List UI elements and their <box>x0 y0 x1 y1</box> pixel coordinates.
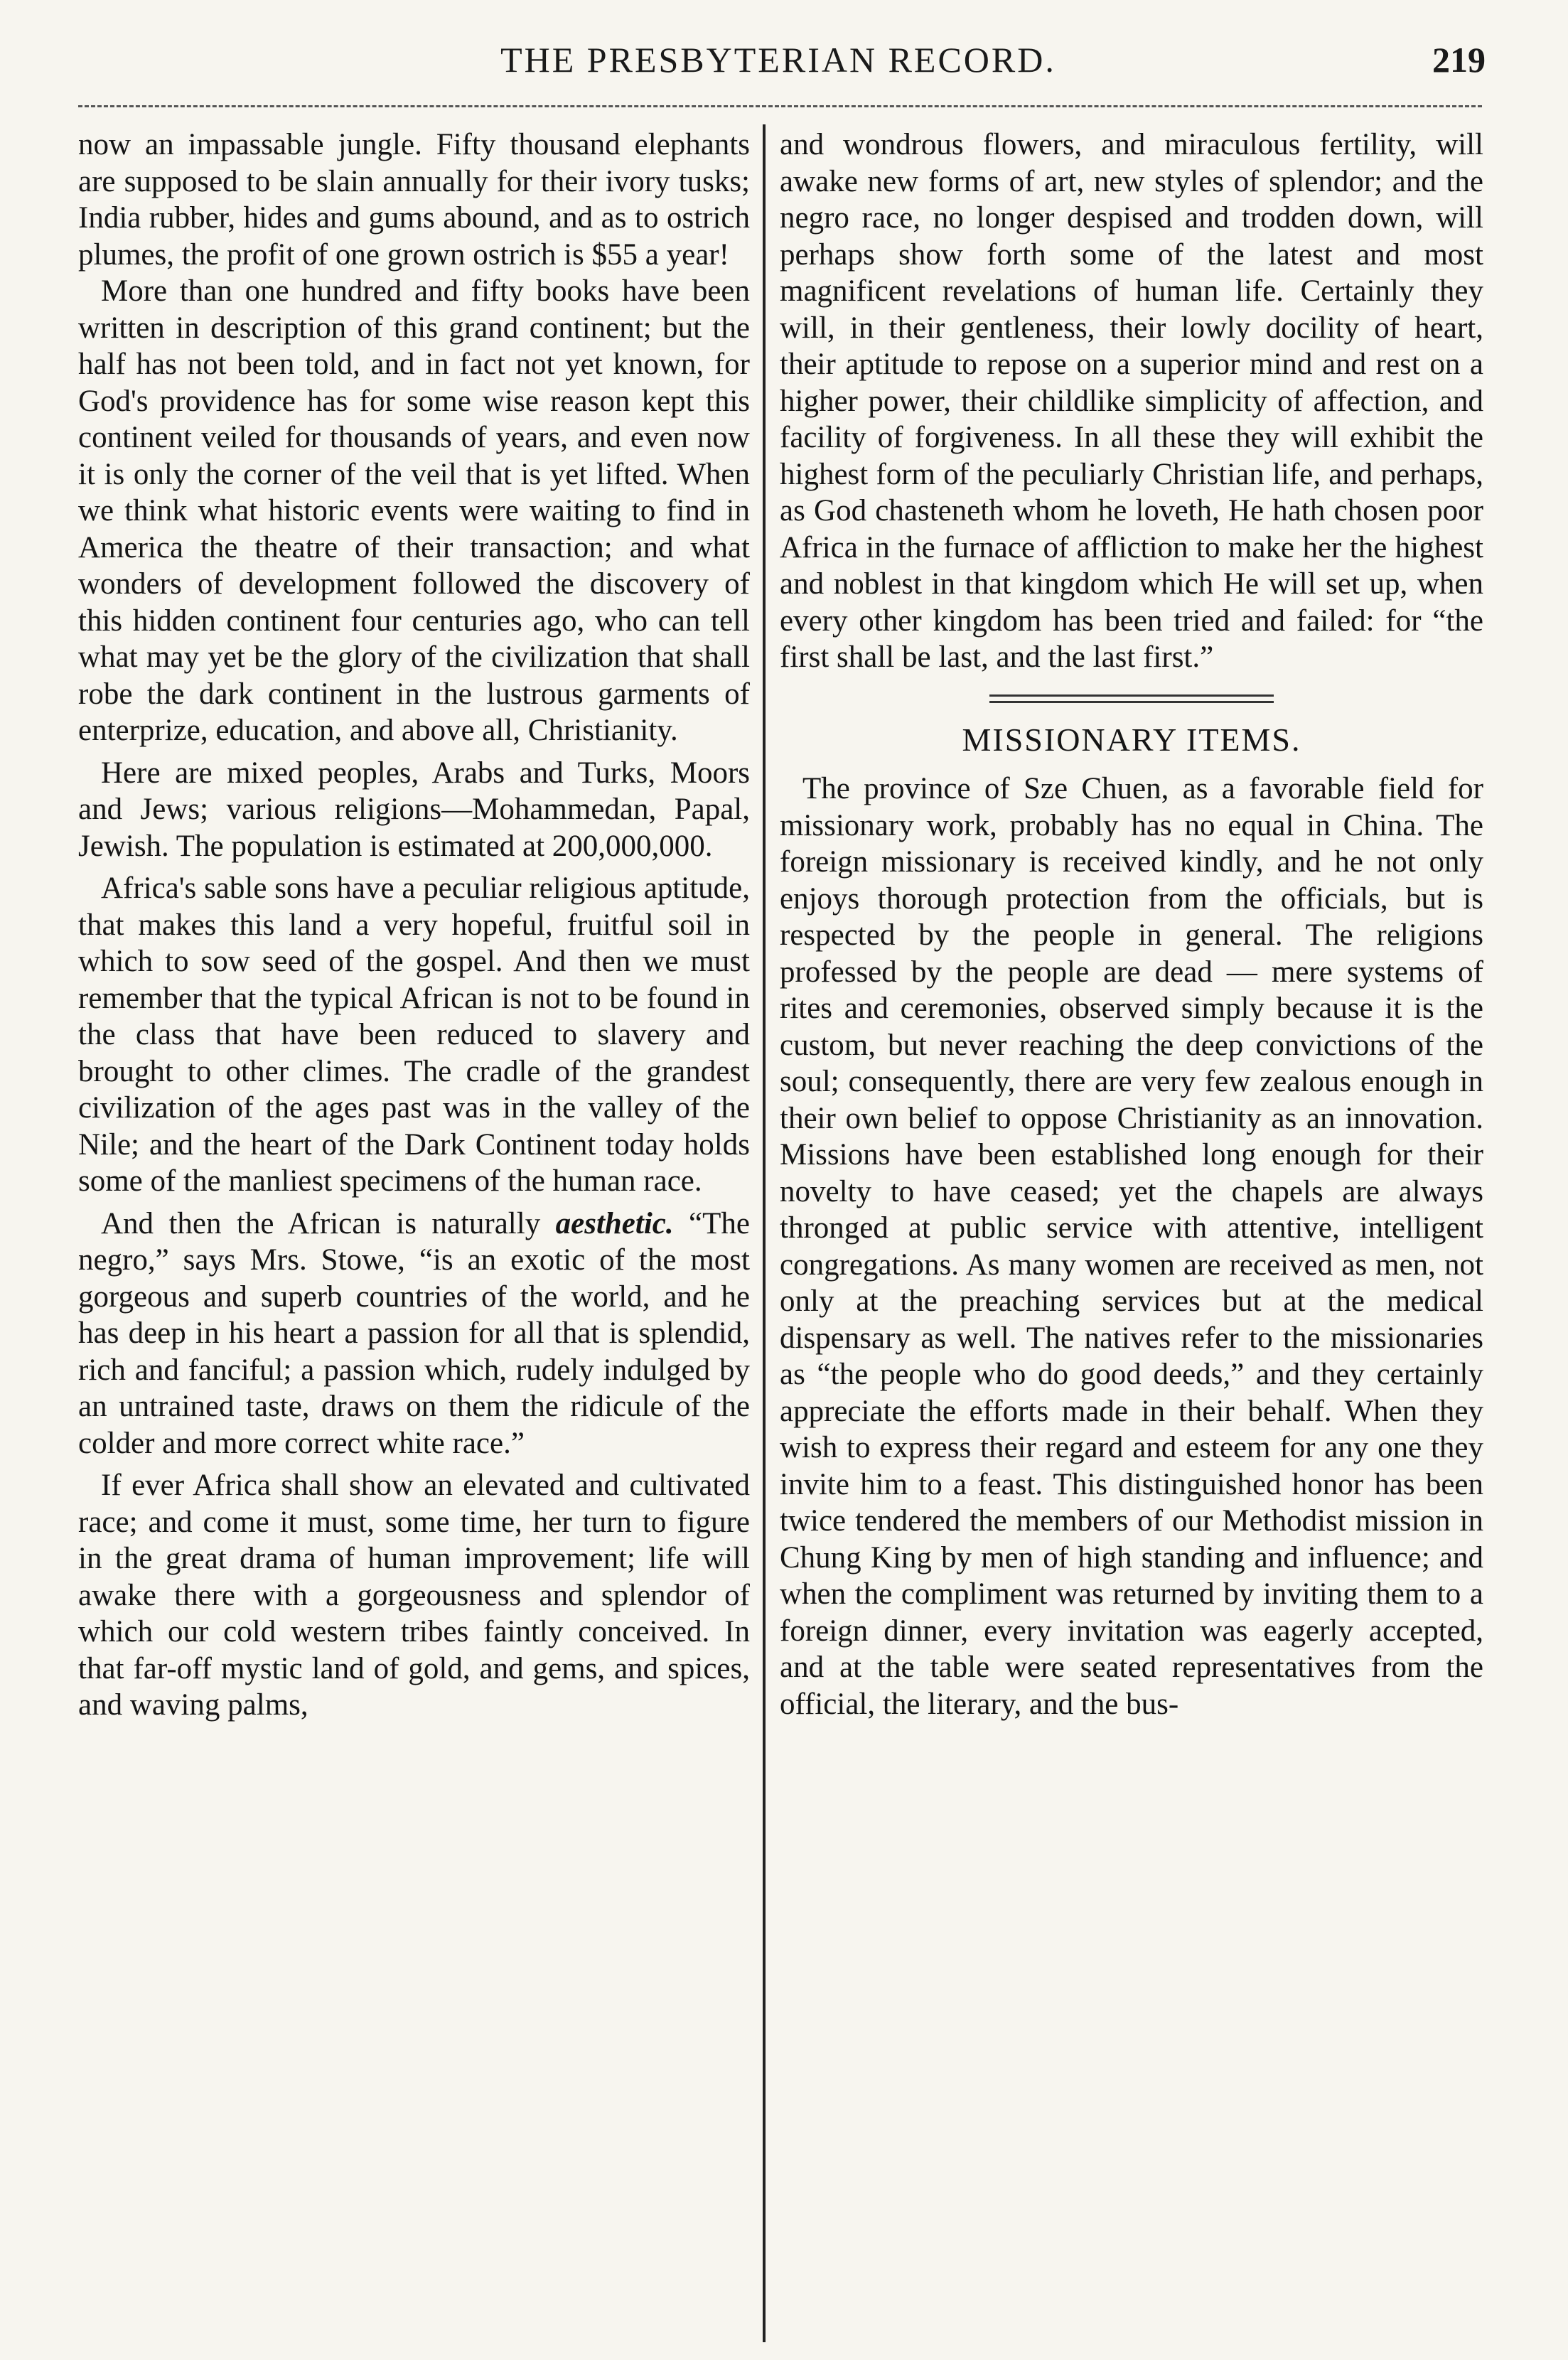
left-column <box>78 127 750 1724</box>
header-rule <box>78 105 1482 107</box>
p5-text-before: And then the African is naturally <box>101 1206 556 1240</box>
p5-text-after: “The negro,” says Mrs. Stowe, “is an exotic of the most gorgeous and superb countries of the world, and he has deep in his heart a passion for all that is splendid, rich and fanciful; a passion which, rudely indulged by an untrained taste, draws on them the ridicule of the colder and more correct white race.” <box>78 1206 750 1460</box>
left-paragraph-5 <box>78 1206 750 1462</box>
left-paragraph-4: Africa's sable sons have a peculiar religious aptitude, that makes this land a very hopeful, fruitful soil in which to sow seed of the gospel. And then we must remember that the typical African is not to be found in the class that have been reduced to slavery and brought to other climes. The cradle of the grandest civilization of the ages past was in the valley of the Nile; and the heart of the Dark Continent today holds some of the manliest specimens of the human race. <box>78 871 750 1198</box>
section-heading: MISSIONARY ITEMS. <box>962 721 1301 758</box>
p5-emphasis: aesthetic. <box>555 1206 674 1240</box>
right-column <box>780 127 1483 1722</box>
left-paragraph-6: If ever Africa shall show an elevated and cultivated race; and come it must, some time, her turn to figure in the great drama of human improvement; life will awake there with a gorgeousness and splendor of which our cold western tribes faintly conceived. In that far-off mystic land of gold, and gems, and spices, and waving palms, <box>78 1469 750 1722</box>
left-paragraph-3: Here are mixed peoples, Arabs and Turks, Moors and Jews; various religions—Mohammedan, Papal, Jewish. The population is estimated at 200,000,000. <box>78 756 750 863</box>
section-divider-rule <box>989 694 1274 703</box>
column-divider <box>763 124 766 2342</box>
running-header <box>71 39 1486 89</box>
left-paragraph-2: More than one hundred and fifty books have been written in description of this grand continent; but the half has not been told, and in fact not yet known, for God's providence has for some wise reason kept this continent veiled for thousands of years, and even now it is only the corner of the veil that is yet lifted. When we think what historic events were waiting to find in America the theatre of their transaction; and what wonders of development followed the discovery of this hidden continent four centuries ago, who can tell what may yet be the glory of the civilization that shall robe the dark continent in the lustrous garments of enterprize, education, and above all, Christianity. <box>78 274 750 747</box>
left-paragraph-1: now an impassable jungle. Fifty thousand elephants are supposed to be slain annually for their ivory tusks; India rubber, hides and gums abound, and as to ostrich plumes, the profit of one grown ostrich is $55 a year! <box>78 128 750 272</box>
right-paragraph-1: and wondrous flowers, and miraculous fertility, will awake new forms of art, new styles of splendor; and the negro race, no longer despised and trodden down, will perhaps show forth some of the latest and most magnificent revelations of human life. Certainly they will, in their gentleness, their lowly docility of heart, their aptitude to repose on a superior mind and rest on a higher power, their childlike simplicity of affection, and facility of forgiveness. In all these they will exhibit the highest form of the peculiarly Christian life, and perhaps, as God chasteneth whom he loveth, He hath chosen poor Africa in the furnace of affliction to make her the highest and noblest in that kingdom which He will set up, when every other kingdom has been tried and failed: for “the first shall be last, and the last first.” <box>780 128 1483 674</box>
journal-title: THE PRESBYTERIAN RECORD. <box>500 40 1056 80</box>
page-number: 219 <box>1432 40 1486 80</box>
right-paragraph-2: The province of Sze Chuen, as a favorable field for missionary work, probably has no equal in China. The foreign missionary is received kindly, and he not only enjoys thorough protection from the officials, but is respected by the people in general. The religions professed by the people are dead — mere systems of rites and ceremonies, observed simply because it is the custom, but never reaching the deep convictions of the soul; consequently, there are very few zealous enough in their own belief to oppose Christianity as an innovation. Missions have been established long enough for their novelty to have ceased; yet the chapels are always thronged at public service with attentive, intelligent congregations. As many women are received as men, not only at the preaching services but at the medical dispensary as well. The natives refer to the missionaries as “the people who do good deeds,” and they certainly appreciate the efforts made in their behalf. When they wish to express their regard and esteem for any one they invite him to a feast. This distinguished honor has been twice tendered the members of our Methodist mission in Chung King by men of high standing and influence; and when the compliment was returned by inviting them to a foreign dinner, every invitation was eagerly accepted, and at the table were seated representatives from the official, the literary, and the bus- <box>780 772 1483 1721</box>
